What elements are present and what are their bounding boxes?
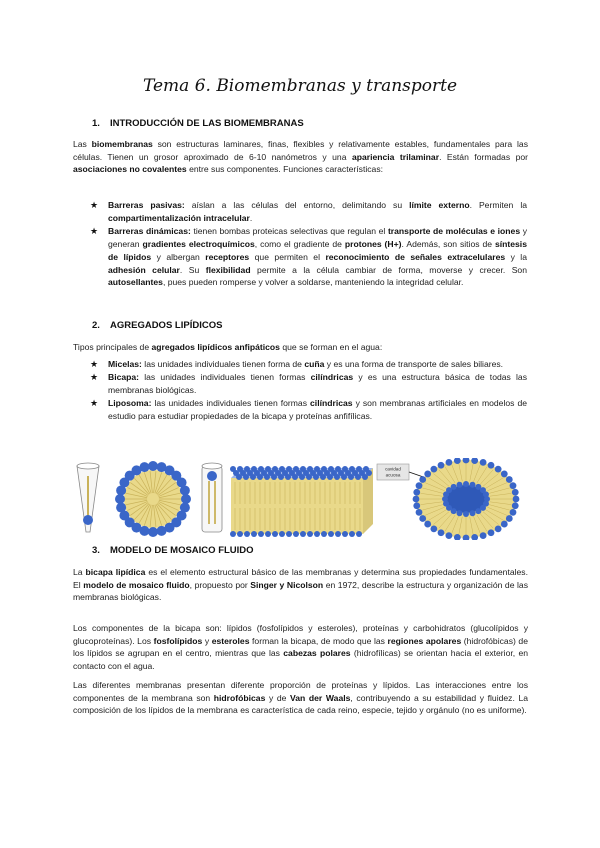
lipid-aggregates-figure xyxy=(73,458,528,540)
star-icon: ★ xyxy=(90,359,99,369)
section-2-intro: Tipos principales de agregados lipídicos anfipáticos que se forman en el agua: xyxy=(73,341,383,352)
section-3-para-1: La bicapa lipídica es el elemento estructural básico de las membranas y determina sus propiedades fundamentales. El modelo de mosaico fluido, propuesto por Singer y Nicolson en 1972, describe la estructura y organización de las membranas biológicas. xyxy=(73,566,529,603)
svg-text:acuosa: acuosa xyxy=(385,472,401,478)
star-icon: ★ xyxy=(90,200,99,210)
bullet-item: ★ Barreras pasivas: aíslan a las células del entorno, delimitando su límite externo. Permiten la compartimentalización intracelular. xyxy=(90,200,528,223)
svg-text:cavidad: cavidad xyxy=(385,466,401,472)
section-2-heading: 2. AGREGADOS LIPÍDICOS xyxy=(92,320,223,331)
micelle-illustration xyxy=(115,461,191,537)
cylinder-unit-illustration xyxy=(202,463,222,532)
star-icon: ★ xyxy=(90,397,99,408)
liposome-illustration xyxy=(413,458,520,540)
page-title: Tema 6. Biomembranas y transporte xyxy=(142,76,458,96)
bullet-item: ★ Barreras dinámicas: tienen bombas proteicas selectivas que regulan el transporte de moléculas e iones y generan gradientes electroquímicos, como el gradiente de protones (H+). Además, son sitios de síntesis de lípidos y albergan receptores que permiten el reconocimiento de señales extracelulares y la adhesión celular. Su flexibilidad permite a la célula cambiar de forma, moverse y crecer. Son autosellantes, pues pueden romperse y volver a soldarse, manteniendo la integridad celular. xyxy=(90,225,528,288)
bullet-item: ★ Bicapa: las unidades individuales tienen formas cilíndricas y es una estructura básica de todas las membranas biológicas. xyxy=(90,371,527,395)
section-3-para-2: Los componentes de la bicapa son: lípidos (fosfolípidos y esteroles), proteínas y carbohidratos (glucolípidos y glucoproteínas). Los fosfolípidos y esteroles forman la bicapa, de modo que las regiones apolares (hidrofóbicas) de los lípidos se agrupan en el centro, mientras que las cabezas polares (hidrofílicas) se orientan hacia el exterior, en contacto con el agua. xyxy=(73,622,528,672)
star-icon: ★ xyxy=(90,225,99,236)
bullet-item: ★ Micelas: las unidades individuales tienen forma de cuña y es una forma de transporte de sales biliares. xyxy=(90,359,504,369)
bilayer-illustration xyxy=(230,466,373,537)
lipid-aggregates-svg xyxy=(73,458,528,540)
section-1-heading: 1. INTRODUCCIÓN DE LAS BIOMEMBRANAS xyxy=(92,118,304,129)
section-1-intro: Las biomembranas son estructuras laminares, finas, flexibles y relativamente estables, fundamentales para las células. Tienen un grosor aproximado de 6-10 nanómetros y una apariencia trilaminar. Están formadas por asociaciones no covalentes entre sus componentes. Funciones características: xyxy=(73,138,528,175)
section-1-bullets xyxy=(90,199,527,289)
star-icon: ★ xyxy=(90,371,99,382)
section-3-para-3: Las diferentes membranas presentan diferente proporción de proteínas y lípidos. Las interacciones entre los componentes de la membrana son hidrofóbicas y de Van der Waals, contribuyendo a su estabilidad y fluidez. La composición de los lípidos de la membrana es característica de cada reino, especie, tejido y orgánulo (no es uniforme). xyxy=(73,679,529,716)
section-3-heading: 3. MODELO DE MOSAICO FLUIDO xyxy=(92,545,254,556)
section-2-bullets xyxy=(90,358,527,423)
bullet-item: ★ Liposoma: las unidades individuales tienen formas cilíndricas y son membranas artificiales en modelos de estudio para estudiar propiedades de la bicapa y proteínas anfifílicas. xyxy=(90,397,528,421)
wedge-unit-illustration xyxy=(77,463,99,532)
